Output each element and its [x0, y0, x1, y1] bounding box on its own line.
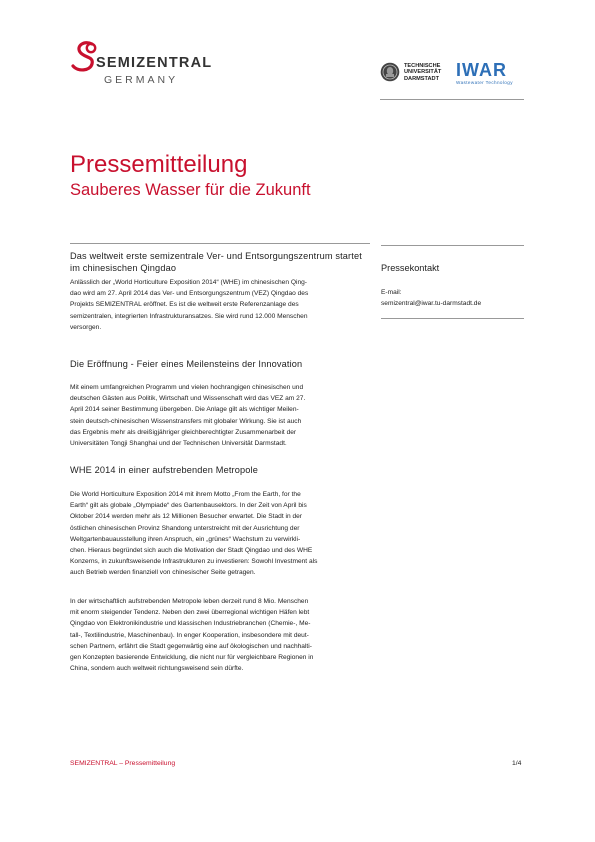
contact-email-label: E-mail: — [381, 289, 402, 296]
partner-tud-name: TECHNISCHE UNIVERSITÄT DARMSTADT — [404, 63, 442, 82]
page-subtitle: Sauberes Wasser für die Zukunft — [70, 181, 311, 199]
section-heading-whe: WHE 2014 in einer aufstrebenden Metropole — [70, 465, 258, 475]
contact-email-link[interactable]: semizentral@iwar.tu-darmstadt.de — [381, 300, 482, 307]
header-divider — [380, 99, 524, 100]
contact-divider-top — [381, 245, 524, 246]
page-number: 1/4 — [512, 760, 522, 767]
footer-label: SEMIZENTRAL – Pressemitteilung — [70, 760, 176, 767]
column-divider — [70, 243, 370, 244]
section-whe-paragraph-2: In der wirtschaftlich aufstrebenden Metropole leben derzeit rund 8 Mio. Menschen mit enorm steigender Tendenz. Neben den zwei überregional wichtigen Häfen lebt Qingdao von Elektronikindustrie und klassischen Industriebranchen (Chemie-, Me- tall-, Textilindustrie, Maschinenbau). In enger Kooperation, insbesondere mit deut- schen Partnern, erfährt die Stadt gegenwärtig eine auf ökologischen und nachhalti- gen Konzepten basierende Entwicklung, die nicht nur für vergleichbare Regionen in China, sondern auch weltweit richtungsweisend sein dürfte. — [70, 598, 314, 673]
brand-country: GERMANY — [104, 74, 179, 86]
intro-paragraph: Anlässlich der „World Horticulture Exposition 2014“ (WHE) im chinesischen Qing- dao wird am 27. April 2014 das Ver- und Entsorgungszentrum (VEZ) Qingdao des Projekts SEMIZENTRAL eröffnet. Es ist die weltweit erste Referenzanlage des semizentralen, integrierten Infrastrukturansatzes. Sie wird rund 12.000 Menschen versorgen. — [70, 279, 309, 331]
contact-divider-bottom — [381, 318, 524, 319]
contact-heading: Pressekontakt — [381, 263, 440, 273]
section-heading-opening: Die Eröffnung - Feier eines Meilensteins der Innovation — [70, 359, 303, 369]
page-title: Pressemitteilung — [70, 151, 248, 178]
partner-iwar-sub: Wastewater Technology — [456, 80, 513, 85]
brand-name: SEMIZENTRAL — [96, 55, 213, 71]
partner-iwar-logo: IWAR — [456, 60, 507, 80]
lead-text: Das weltweit erste semizentrale Ver- und Entsorgungszentrum startet im chinesischen Qingdao — [70, 251, 362, 273]
section-whe-paragraph-1: Die World Horticulture Exposition 2014 mit ihrem Motto „From the Earth, for the Earth“ gilt als globale „Olympiade“ des Gartenbausektors. In der Zeit von April bis Oktober 2014 werden mehr als 12 Millionen Besucher erwartet. Die Stadt in der östlichen chinesischen Provinz Shandong unterstreicht mit der Ausrichtung der Weltgartenbauausstellung ihren Anspruch, ein „grünes“ Wachstum zu verwirkli- chen. Hieraus begründet sich auch die Motivation der Stadt Qingdao und des WHE Konzerns, in zukunftsweisende Infrastrukturen zu investieren: Sowohl Investment als auch Betrieb werden finanziell von chinesischer Seite getragen. — [70, 491, 318, 577]
section-opening-paragraph: Mit einem umfangreichen Programm und vielen hochrangigen chinesischen und deutschen Gästen aus Politik, Wirtschaft und Wissenschaft wird das VEZ am 27. April 2014 seiner Bestimmung übergeben. Die Anlage gilt als wichtiger Meilen- stein deutsch-chinesischen Wissenstransfers mit globaler Wirkung. Sie ist auch das Ergebnis mehr als dreißigjähriger gleichberechtigter Zusammenarbeit der Universitäten Tongji Shanghai und der Technischen Universität Darmstadt. — [70, 384, 306, 448]
tud-seal-icon — [380, 62, 400, 82]
